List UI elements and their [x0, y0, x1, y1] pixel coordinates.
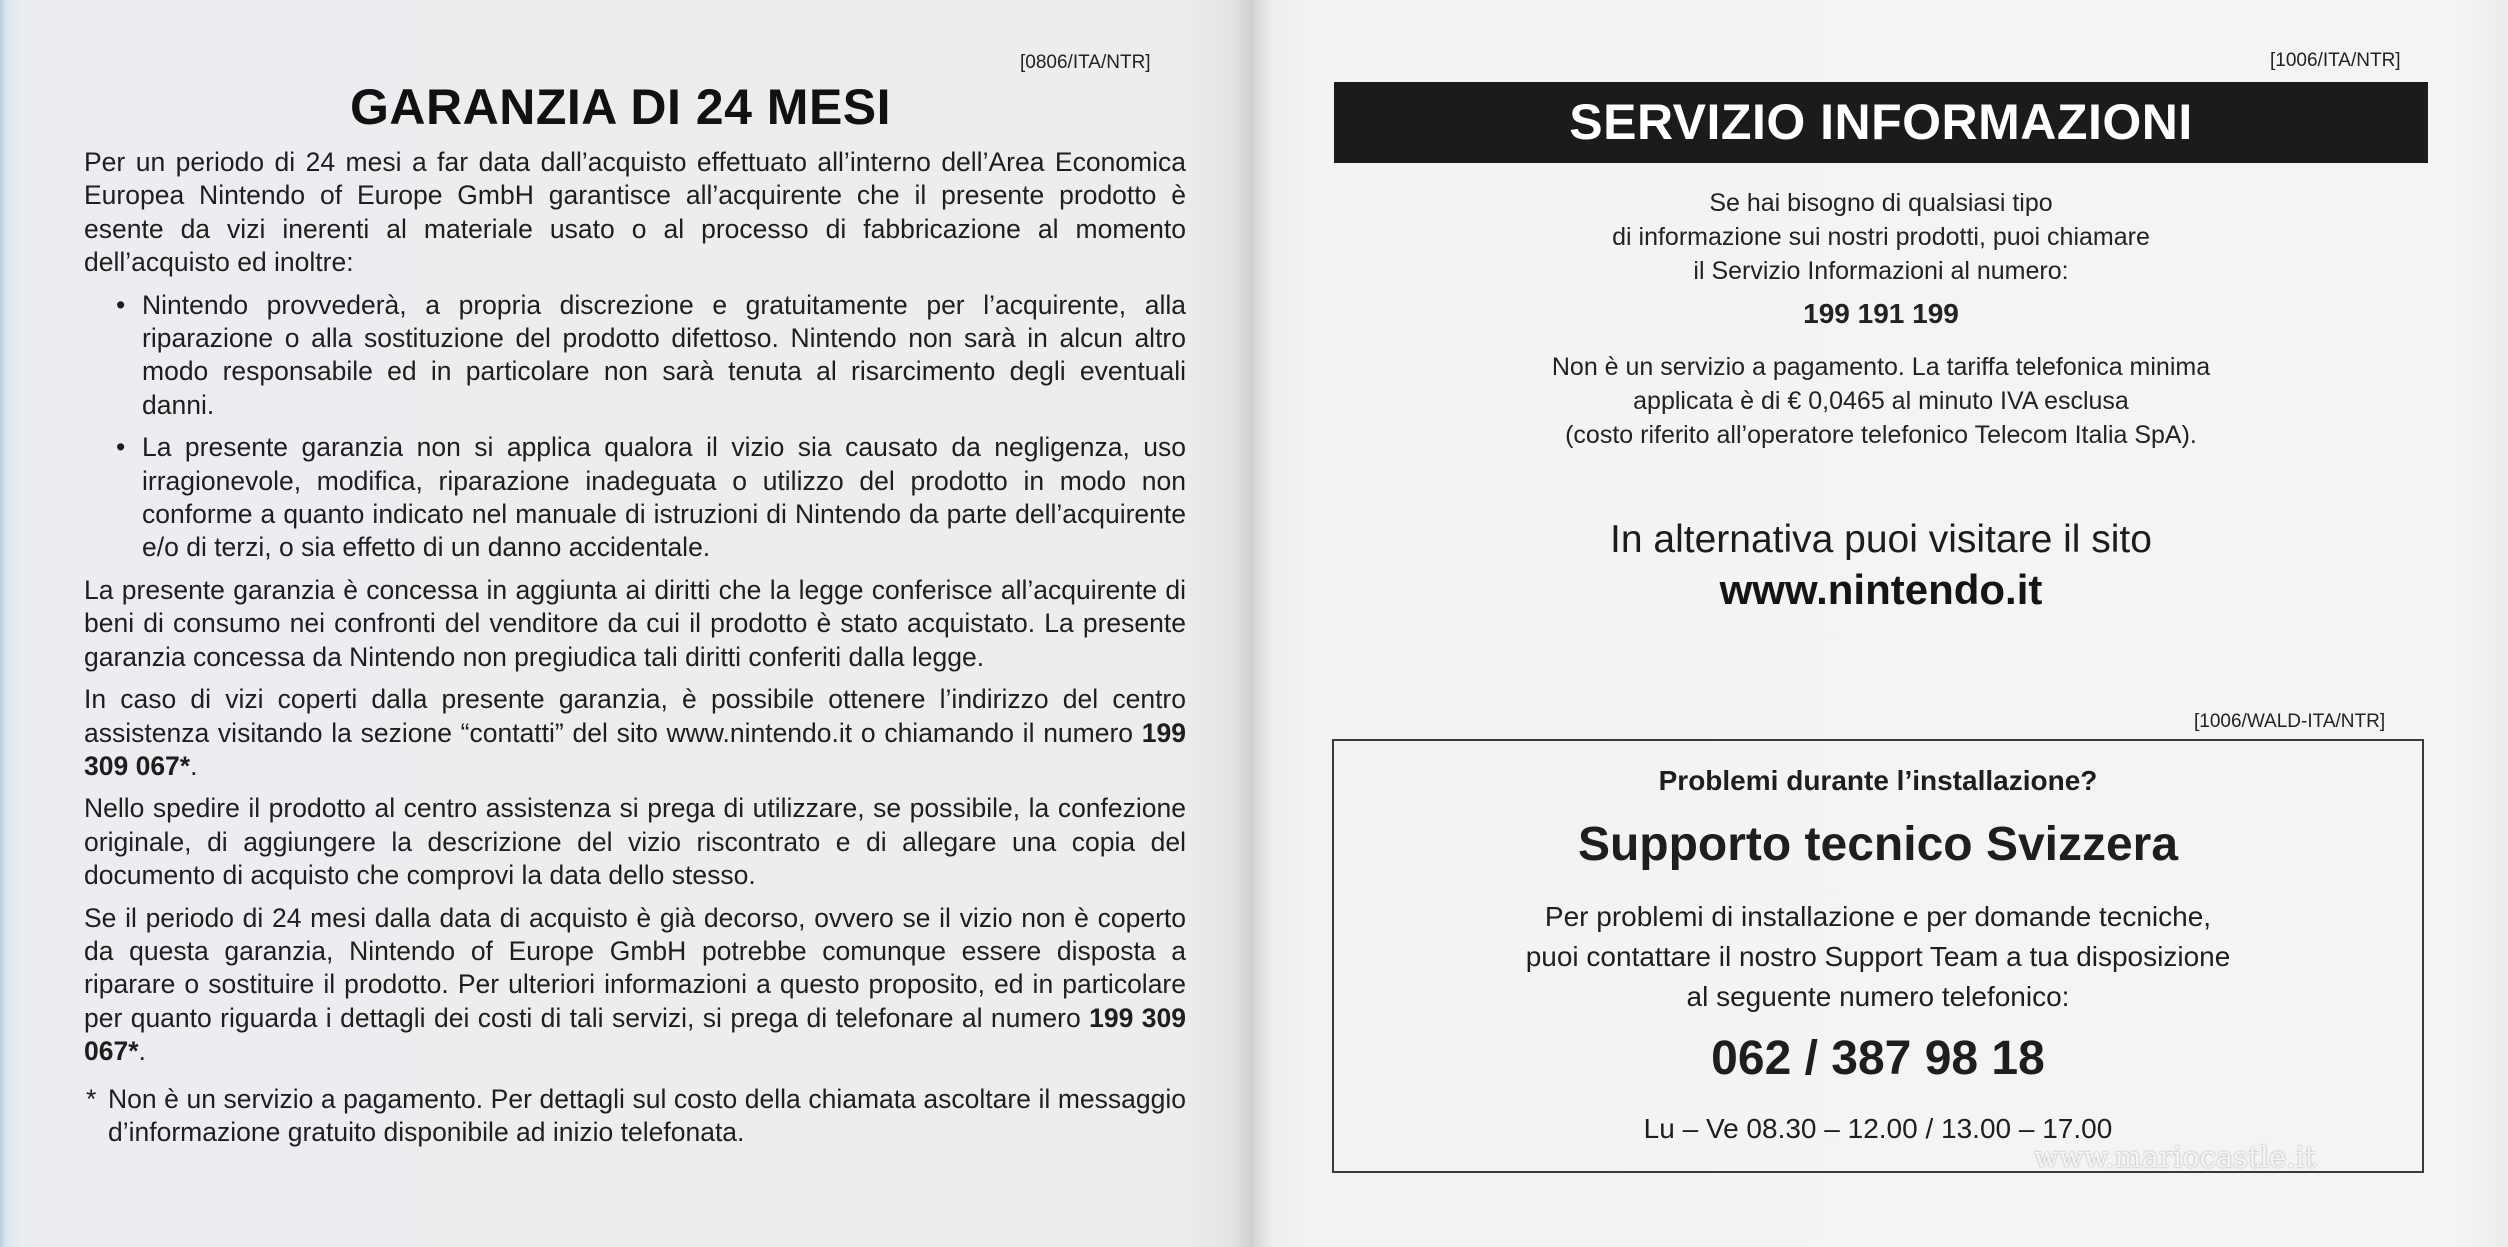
support-line: Per problemi di installazione e per domande tecniche, [1544, 901, 2212, 932]
page-code: [0806/ITA/NTR] [1020, 52, 1151, 73]
footnote-mark: * [86, 1083, 97, 1114]
cost-line: applicata è di € 0,0465 al minuto IVA esclusa [1633, 387, 2129, 415]
punctuation: . [138, 1036, 146, 1067]
support-title: Supporto tecnico Svizzera [1577, 818, 2179, 871]
right-page [1254, 0, 2508, 1247]
warranty-intro: Per un periodo di 24 mesi a far data dall’acquisto effettuato all’interno dell’Area Economica Europea Nintendo of Europe GmbH garantisce all’acquirente che il presente prodotto è esente da vizi inerenti al materiale usato o al processo di fabbricazione al momento dell’acquisto ed inoltre: [84, 147, 1186, 278]
warranty-body [84, 146, 1186, 1149]
info-service-banner: SERVIZIO INFORMAZIONI [1334, 82, 2428, 163]
support-question: Problemi durante l’installazione? [1658, 765, 2098, 796]
support-phone-number: 062 / 387 98 18 [1711, 1032, 2045, 1085]
support-box [1332, 739, 2424, 1173]
support-line: al seguente numero telefonico: [1686, 981, 2070, 1012]
cost-line: (costo riferito all’operatore telefonico Telecom Italia SpA). [1565, 421, 2197, 449]
warranty-bullet: • La presente garanzia non si applica qualora il vizio sia causato da negligenza, uso irragionevole, modifica, riparazione inadeguata o utilizzo del prodotto in modo non conforme a quanto indicato nel manuale di istruzioni di Nintendo da parte dell’acquirente e/o di terzi, o sia effetto di un danno accidentale. [84, 431, 1186, 565]
info-phone-number: 199 191 199 [1803, 298, 1959, 329]
warranty-contact-paragraph [84, 683, 1186, 783]
cost-line: Non è un servizio a pagamento. La tariffa telefonica minima [1551, 353, 2211, 381]
expired-phone-number: 199 309 067* [84, 1002, 1186, 1067]
support-description [1334, 897, 2422, 1017]
box-code: [1006/WALD-ITA/NTR] [2194, 711, 2386, 732]
info-line: di informazione sui nostri prodotti, puoi chiamare [1612, 223, 2150, 251]
warranty-bullets [84, 289, 1186, 565]
warranty-shipping-paragraph: Nello spedire il prodotto al centro assistenza si prega di utilizzare, se possibile, la confezione originale, di aggiungere la descrizione del vizio riscontrato e di allegare una copia del documento di acquisto che comprovi la data dello stesso. [84, 793, 1186, 891]
info-intro [1334, 186, 2428, 288]
page-code: [1006/ITA/NTR] [2270, 50, 2401, 71]
footnote-text: Non è un servizio a pagamento. Per dettagli sul costo della chiamata ascoltare il messaggio d’informazione gratuito disponibile ad inizio telefonata. [108, 1083, 1186, 1147]
alternative-text: In alternativa puoi visitare il sito [1610, 518, 2152, 561]
punctuation: . [190, 750, 198, 781]
watermark: www.mariocastle.it [2034, 1140, 2317, 1174]
info-line: Se hai bisogno di qualsiasi tipo [1709, 189, 2053, 217]
warranty-expired-paragraph [84, 902, 1186, 1069]
info-line: il Servizio Informazioni al numero: [1693, 257, 2069, 285]
expired-text: Se il periodo di 24 mesi dalla data di acquisto è già decorso, ovvero se il vizio non è coperto da questa garanzia, Nintendo of Europe GmbH potrebbe comunque essere disposta a riparare o sostituire il prodotto. Per ulteriori informazioni a questo proposito, ed in particolare per quanto riguarda i dettagli dei costi di tali servizi, si prega di telefonare al numero [84, 902, 1186, 1033]
contact-phone-number: 199 309 067* [84, 717, 1186, 781]
support-line: puoi contattare il nostro Support Team a tua disposizione [1525, 941, 2231, 972]
warranty-bullet: • Nintendo provvederà, a propria discrezione e gratuitamente per l’acquirente, alla riparazione o alla sostituzione del prodotto difettoso. Nintendo non sarà in alcun altro modo responsabile ed in particolare non sarà tenuta al risarcimento degli eventuali danni. [84, 289, 1186, 423]
contact-text: In caso di vizi coperti dalla presente garanzia, è possibile ottenere l’indirizzo del centro assistenza visitando la sezione “contatti” del sito www.nintendo.it o chiamando il numero [84, 684, 1186, 748]
info-cost [1334, 350, 2428, 452]
warranty-rights-paragraph: La presente garanzia è concessa in aggiunta ai diritti che la legge conferisce all’acquirente di beni di consumo nei confronti del venditore da cui il prodotto è stato acquistato. La presente garanzia concessa da Nintendo non pregiudica tali diritti conferiti dalla legge. [84, 574, 1186, 672]
footnote [84, 1083, 1186, 1150]
warranty-title: GARANZIA DI 24 MESI [350, 79, 892, 135]
website-link[interactable]: www.nintendo.it [1719, 566, 2043, 613]
support-hours: Lu – Ve 08.30 – 12.00 / 13.00 – 17.00 [1643, 1113, 2113, 1144]
